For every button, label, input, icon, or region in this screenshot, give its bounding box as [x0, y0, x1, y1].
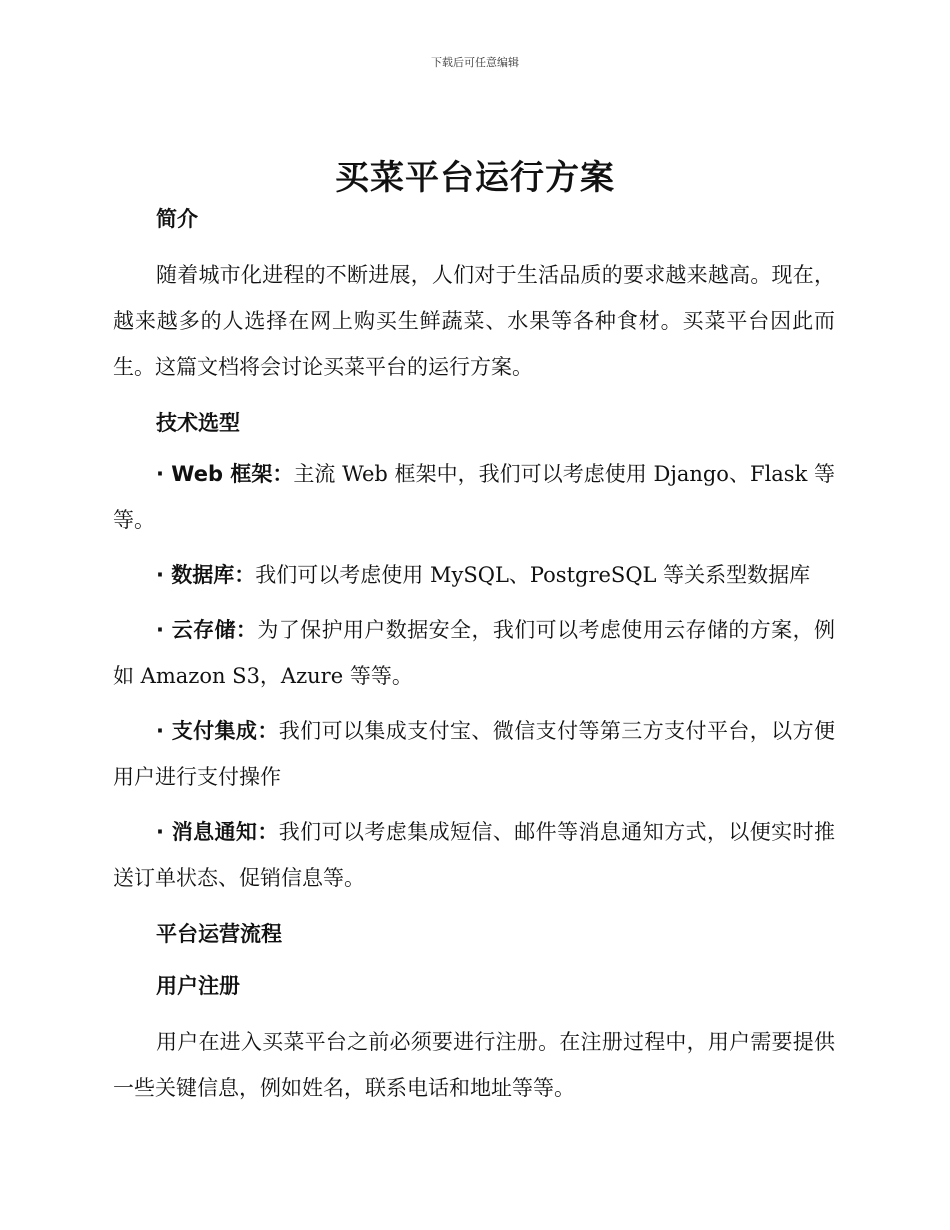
tech-item-text: 为了保护用户数据安全，我们可以考虑使用云存储的方案，例如 Amazon S3，Azure 等等。 — [113, 618, 835, 688]
header-note: 下载后可任意编辑 — [431, 56, 519, 69]
tech-item-payment — [113, 708, 835, 800]
tech-item-database — [113, 552, 835, 598]
tech-item-label: · 数据库： — [156, 563, 256, 587]
section-heading-operation: 平台运营流程 — [156, 922, 282, 946]
tech-item-label: · 支付集成： — [156, 719, 279, 743]
document-body — [113, 200, 835, 1111]
tech-item-web-framework — [113, 451, 835, 543]
section-heading-intro: 简介 — [156, 207, 198, 231]
tech-item-text: 我们可以集成支付宝、微信支付等第三方支付平台，以方便用户进行支付操作 — [113, 719, 835, 789]
tech-item-label: · 云存储： — [156, 618, 258, 642]
intro-paragraph: 随着城市化进程的不断进展，人们对于生活品质的要求越来越高。现在，越来越多的人选择在网上购买生鲜蔬菜、水果等各种食材。买菜平台因此而生。这篇文档将会讨论买菜平台的运行方案。 — [113, 263, 835, 379]
tech-item-text: 我们可以考虑使用 MySQL、PostgreSQL 等关系型数据库 — [255, 563, 811, 587]
tech-item-label: · Web 框架： — [156, 462, 294, 486]
register-paragraph: 用户在进入买菜平台之前必须要进行注册。在注册过程中，用户需要提供一些关键信息，例如姓名，联系电话和地址等等。 — [113, 1030, 835, 1100]
tech-item-text: 我们可以考虑集成短信、邮件等消息通知方式，以便实时推送订单状态、促销信息等。 — [113, 820, 835, 890]
section-heading-register: 用户注册 — [156, 974, 240, 998]
document-title: 买菜平台运行方案 — [335, 158, 615, 198]
tech-item-label: · 消息通知： — [156, 820, 279, 844]
tech-item-cloud-storage — [113, 607, 835, 699]
section-heading-tech: 技术选型 — [156, 411, 240, 435]
tech-item-text: 主流 Web 框架中，我们可以考虑使用 Django、Flask 等等。 — [113, 462, 835, 532]
tech-item-notification — [113, 809, 835, 901]
